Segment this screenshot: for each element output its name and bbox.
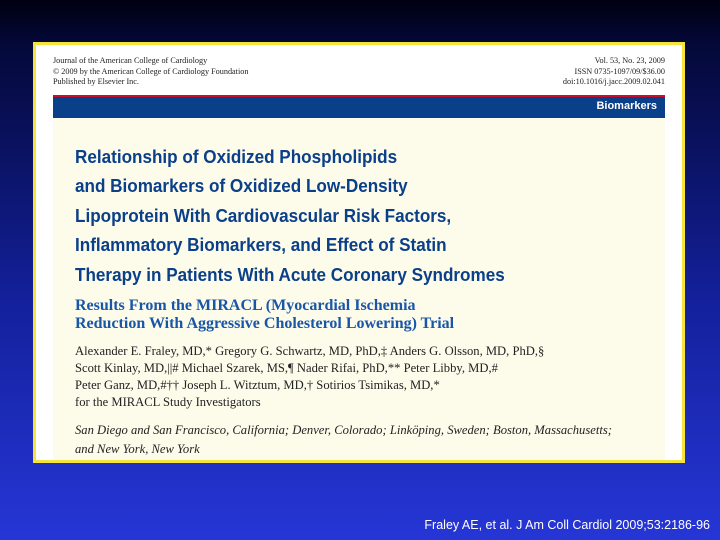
title-line: Inflammatory Biomarkers, and Effect of Statin	[75, 234, 447, 256]
title-line: Lipoprotein With Cardiovascular Risk Factors,	[75, 204, 452, 226]
doi-line: doi:10.1016/j.jacc.2009.02.041	[562, 77, 665, 86]
section-label: Biomarkers	[596, 100, 657, 112]
issn-line: ISSN 0735-1097/09/$36.00	[574, 66, 665, 76]
affiliation-line: San Diego and San Francisco, California; Denver, Colorado; Linköping, Sweden; Boston, Massachusetts;	[75, 423, 612, 437]
article-subtitle	[75, 297, 454, 332]
article-page	[36, 45, 682, 460]
publisher-line: Published by Elsevier Inc.	[53, 77, 139, 86]
article-title	[75, 142, 596, 289]
author-line: Peter Ganz, MD,#†† Joseph L. Witztum, MD,† Sotirios Tsimikas, MD,*	[75, 378, 440, 392]
journal-name: Journal of the American College of Cardiology	[53, 56, 208, 65]
title-line: Therapy in Patients With Acute Coronary Syndromes	[75, 263, 505, 285]
journal-header	[53, 56, 665, 92]
author-list	[75, 343, 544, 411]
volume-line: Vol. 53, No. 23, 2009	[594, 56, 665, 65]
slide-frame	[33, 42, 685, 463]
author-line: Alexander E. Fraley, MD,* Gregory G. Schwartz, MD, PhD,‡ Anders G. Olsson, MD, PhD,§	[75, 344, 545, 358]
article-front-matter	[53, 118, 665, 460]
title-line: and Biomarkers of Oxidized Low-Density	[75, 175, 408, 197]
affiliation-line: and New York, New York	[75, 441, 200, 456]
author-line: for the MIRACL Study Investigators	[75, 395, 261, 409]
copyright-line: © 2009 by the American College of Cardiology Foundation	[53, 66, 249, 76]
journal-info	[53, 56, 248, 88]
subtitle-line: Results From the MIRACL (Myocardial Ischemia	[75, 297, 416, 314]
affiliations	[75, 421, 612, 458]
title-line: Relationship of Oxidized Phospholipids	[75, 146, 398, 167]
slide-citation: Fraley AE, et al. J Am Coll Cardiol 2009;53:2186-96	[424, 518, 710, 532]
subtitle-line: Reduction With Aggressive Cholesterol Lowering) Trial	[75, 314, 455, 332]
section-band	[53, 97, 665, 118]
author-line: Scott Kinlay, MD,||# Michael Szarek, MS,¶ Nader Rifai, PhD,** Peter Libby, MD,#	[75, 361, 498, 375]
volume-info	[563, 56, 665, 88]
